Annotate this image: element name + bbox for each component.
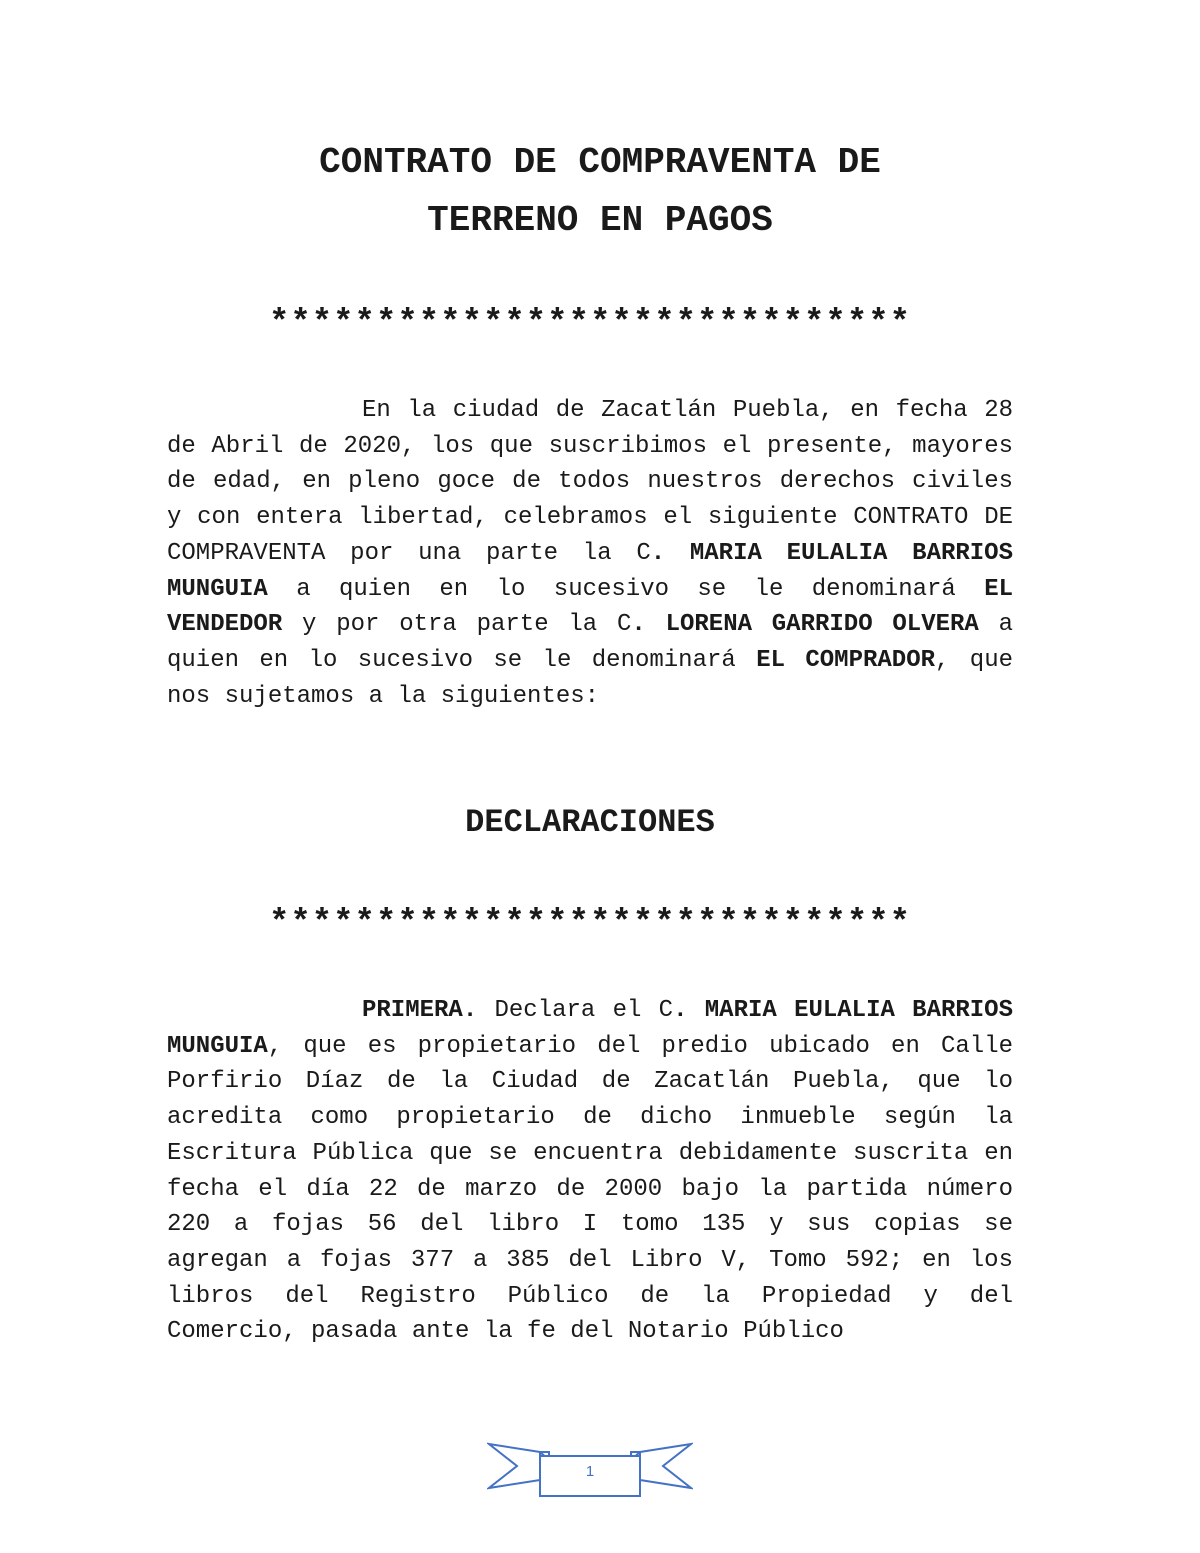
page-number: 1 <box>585 1463 595 1480</box>
buyer-role: EL COMPRADOR <box>756 646 935 674</box>
buyer-name: . LORENA GARRIDO OLVERA <box>631 611 979 639</box>
asterisk-separator: ****************************** <box>268 905 912 943</box>
declaration-primera: PRIMERA. Declara el C. MARIA EULALIA BARRIOS MUNGUIA, que es propietario del predio ubicado en Calle Porfirio Díaz de la Ciudad de Zacatlán Puebla, que lo acredita como propietario de dicho inmueble según la Escritura Pública que se encuentra debidamente suscrita en fecha el día 22 de marzo de 2000 bajo la partida número 220 a fojas 56 del libro I tomo 135 y sus copias se agregan a fojas 377 a 385 del Libro V, Tomo 592; en los libros del Registro Público de la Propiedad y del Comercio, pasada ante la fe del Notario Público <box>167 997 1013 1346</box>
owner-name: . MARIA EULALIA BARRIOS MUNGUIA <box>167 997 1013 1060</box>
document-title-line-1: CONTRATO DE COMPRAVENTA DE <box>319 142 881 183</box>
asterisk-separator: ****************************** <box>268 305 912 343</box>
section-heading-declaraciones: DECLARACIONES <box>465 804 715 841</box>
intro-paragraph: En la ciudad de Zacatlán Puebla, en fecha 28 de Abril de 2020, los que suscribimos el presente, mayores de edad, en pleno goce de todos nuestros derechos civiles y con entera libertad, celebramos el siguiente CONTRATO DE COMPRAVENTA por una parte la C. MARIA EULALIA BARRIOS MUNGUIA a quien en lo sucesivo se le denominará EL VENDEDOR y por otra parte la C. LORENA GARRIDO OLVERA a quien en lo sucesivo se le denominará EL COMPRADOR, que nos sujetamos a la siguientes: <box>167 397 1014 710</box>
declaration-label: PRIMERA. <box>362 997 478 1024</box>
seller-name: . MARIA EULALIA BARRIOS MUNGUIA <box>167 539 1013 603</box>
document-title-line-2: TERRENO EN PAGOS <box>427 200 773 241</box>
seller-role: EL VENDEDOR <box>167 575 1013 639</box>
